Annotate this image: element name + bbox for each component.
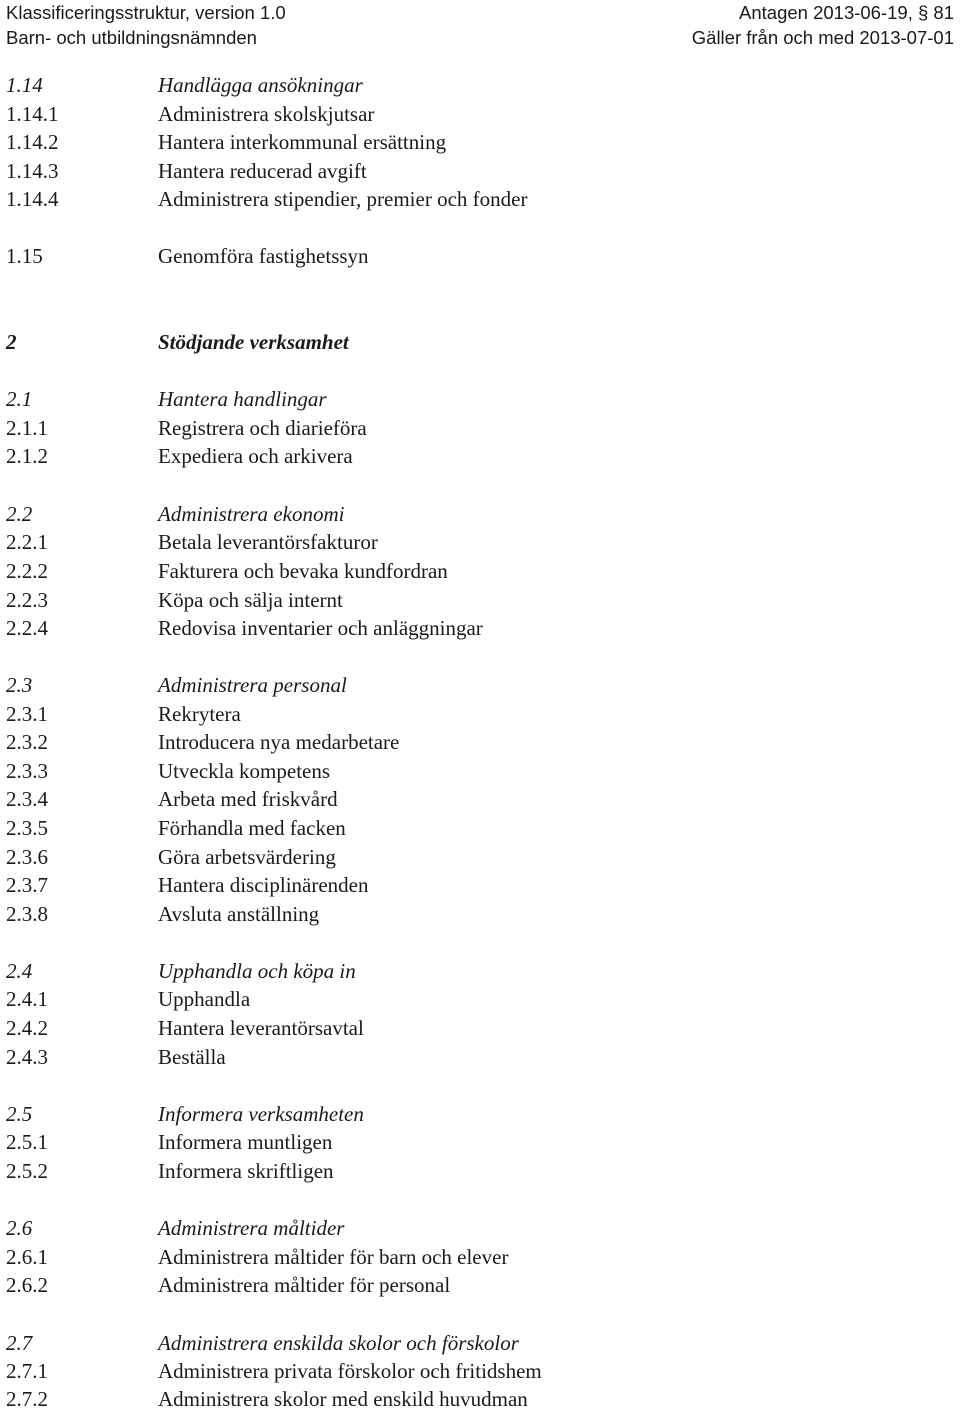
item-number: 2.2.4 — [6, 616, 48, 640]
item-number: 2.2 — [6, 502, 33, 526]
item-title: Stödjande verksamhet — [158, 330, 349, 354]
list-item — [0, 414, 960, 442]
item-title: Hantera leverantörsavtal — [158, 1016, 364, 1040]
committee-name: Barn- och utbildningsnämnden — [6, 27, 257, 48]
subsection-heading — [0, 500, 960, 528]
list-item — [0, 1243, 960, 1271]
page-header — [0, 0, 960, 56]
list-item — [0, 100, 960, 128]
list-item — [0, 185, 960, 213]
list-item — [0, 900, 960, 928]
item-title: Arbeta med friskvård — [158, 787, 338, 811]
list-item — [0, 242, 960, 270]
item-title: Administrera personal — [158, 673, 347, 697]
list-item — [0, 1043, 960, 1071]
list-item — [0, 157, 960, 185]
list-item — [0, 728, 960, 756]
item-number: 2.3.5 — [6, 816, 48, 840]
list-item — [0, 128, 960, 156]
item-title: Beställa — [158, 1045, 226, 1069]
item-number: 2.6.1 — [6, 1245, 48, 1269]
item-number: 2 — [6, 330, 17, 354]
list-item — [0, 814, 960, 842]
item-number: 2.1.1 — [6, 416, 48, 440]
header-row-2 — [6, 27, 954, 49]
item-number: 2.2.3 — [6, 588, 48, 612]
list-item — [0, 1271, 960, 1299]
subsection-heading — [0, 71, 960, 99]
item-number: 2.4 — [6, 959, 33, 983]
item-title: Handlägga ansökningar — [158, 73, 363, 97]
item-title: Registrera och diarieföra — [158, 416, 367, 440]
item-title: Informera verksamheten — [158, 1102, 364, 1126]
item-title: Administrera skolskjutsar — [158, 102, 375, 126]
item-number: 2.7 — [6, 1331, 33, 1355]
item-title: Avsluta anställning — [158, 902, 320, 926]
list-item — [0, 1357, 960, 1385]
item-number: 2.1.2 — [6, 444, 48, 468]
item-title: Introducera nya medarbetare — [158, 730, 400, 754]
valid-from-date: Gäller från och med 2013-07-01 — [691, 27, 954, 48]
item-number: 1.14.1 — [6, 102, 59, 126]
list-item — [0, 757, 960, 785]
list-item — [0, 843, 960, 871]
item-title: Betala leverantörsfakturor — [158, 530, 378, 554]
item-number: 1.14 — [6, 73, 43, 97]
item-title: Administrera skolor med enskild huvudman — [158, 1387, 528, 1411]
item-title: Administrera ekonomi — [158, 502, 345, 526]
list-item — [0, 1014, 960, 1042]
item-number: 2.3.6 — [6, 845, 48, 869]
item-number: 2.5 — [6, 1102, 33, 1126]
item-title: Upphandla — [158, 987, 251, 1011]
header-row-1 — [6, 2, 954, 24]
item-number: 2.6 — [6, 1216, 33, 1240]
item-number: 2.3 — [6, 673, 33, 697]
list-item — [0, 557, 960, 585]
adoption-date: Antagen 2013-06-19, § 81 — [739, 2, 954, 23]
list-item — [0, 614, 960, 642]
document-title: Klassificeringsstruktur, version 1.0 — [6, 2, 286, 23]
item-title: Administrera enskilda skolor och förskolor — [158, 1331, 519, 1355]
item-number: 1.14.4 — [6, 187, 59, 211]
item-title: Administrera måltider för personal — [158, 1273, 451, 1297]
item-title: Göra arbetsvärdering — [158, 845, 336, 869]
item-title: Fakturera och bevaka kundfordran — [158, 559, 448, 583]
item-number: 2.3.2 — [6, 730, 48, 754]
item-title: Redovisa inventarier och anläggningar — [158, 616, 483, 640]
list-item — [0, 1385, 960, 1413]
item-title: Administrera måltider för barn och elever — [158, 1245, 509, 1269]
item-title: Informera muntligen — [158, 1130, 333, 1154]
item-number: 2.2.2 — [6, 559, 48, 583]
list-item — [0, 785, 960, 813]
list-item — [0, 1128, 960, 1156]
subsection-heading — [0, 671, 960, 699]
subsection-heading — [0, 1214, 960, 1242]
section-heading — [0, 328, 960, 356]
item-number: 2.7.2 — [6, 1387, 48, 1411]
item-number: 2.7.1 — [6, 1359, 48, 1383]
item-number: 2.3.8 — [6, 902, 48, 926]
item-title: Rekrytera — [158, 702, 241, 726]
list-item — [0, 442, 960, 470]
item-number: 1.15 — [6, 244, 43, 268]
item-number: 2.3.1 — [6, 702, 48, 726]
list-item — [0, 586, 960, 614]
list-item — [0, 528, 960, 556]
item-title: Genomföra fastighetssyn — [158, 244, 369, 268]
item-title: Köpa och sälja internt — [158, 588, 343, 612]
item-title: Upphandla och köpa in — [158, 959, 356, 983]
subsection-heading — [0, 1329, 960, 1357]
item-title: Hantera handlingar — [158, 387, 327, 411]
item-title: Hantera disciplinärenden — [158, 873, 369, 897]
list-item — [0, 700, 960, 728]
list-item — [0, 871, 960, 899]
item-title: Hantera interkommunal ersättning — [158, 130, 447, 154]
item-number: 1.14.2 — [6, 130, 59, 154]
item-number: 2.6.2 — [6, 1273, 48, 1297]
item-number: 2.4.1 — [6, 987, 48, 1011]
item-title: Informera skriftligen — [158, 1159, 334, 1183]
item-title: Administrera måltider — [158, 1216, 345, 1240]
item-title: Expediera och arkivera — [158, 444, 353, 468]
item-number: 1.14.3 — [6, 159, 59, 183]
item-title: Förhandla med facken — [158, 816, 346, 840]
item-number: 2.3.4 — [6, 787, 48, 811]
item-number: 2.3.7 — [6, 873, 48, 897]
subsection-heading — [0, 1100, 960, 1128]
item-number: 2.5.2 — [6, 1159, 48, 1183]
list-item — [0, 1157, 960, 1185]
item-title: Administrera privata förskolor och fritidshem — [158, 1359, 542, 1383]
item-number: 2.3.3 — [6, 759, 48, 783]
item-title: Administrera stipendier, premier och fonder — [158, 187, 528, 211]
item-number: 2.1 — [6, 387, 33, 411]
item-number: 2.2.1 — [6, 530, 48, 554]
list-item — [0, 985, 960, 1013]
subsection-heading — [0, 385, 960, 413]
subsection-heading — [0, 957, 960, 985]
item-title: Utveckla kompetens — [158, 759, 331, 783]
item-number: 2.5.1 — [6, 1130, 48, 1154]
item-number: 2.4.2 — [6, 1016, 48, 1040]
item-title: Hantera reducerad avgift — [158, 159, 367, 183]
item-number: 2.4.3 — [6, 1045, 48, 1069]
